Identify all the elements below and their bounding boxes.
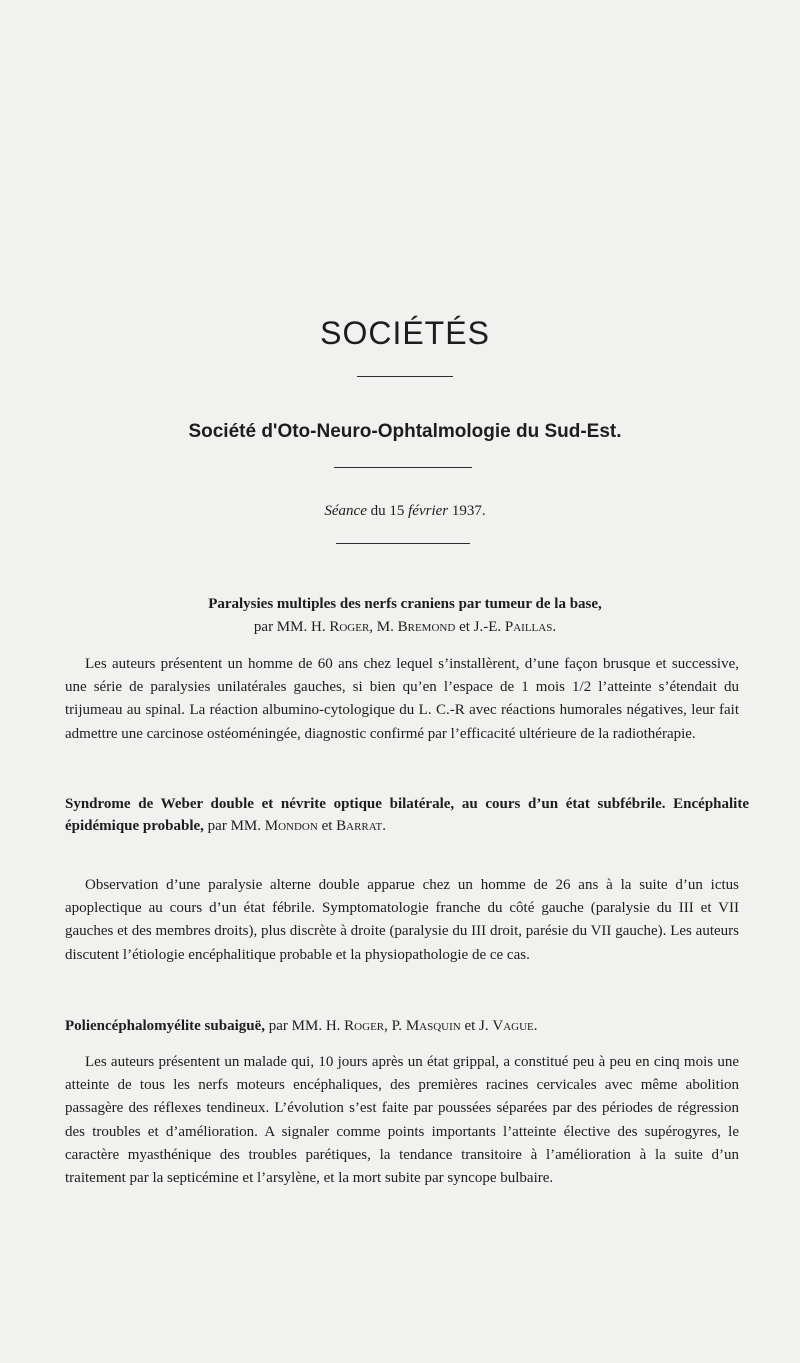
article-1-author-bremond: Bremond — [397, 619, 456, 635]
article-1-body: Les auteurs présentent un homme de 60 ans chez lequel s’installèrent, d’une façon brusque et successive, une série de paralysies unilatérales gauches, si bien qu’en l’espace de 1 mois 1/2 l’atteinte s’étendait du trijumeau au spinal. La réaction albumino-cytologique du L. C.-R avec réactions humorales négatives, leur fait admettre une carcinose ostéoméningée, diagnostic confirmé par l’efficacité ultérieure de la radiothérapie. — [65, 656, 739, 742]
society-rule — [334, 467, 472, 468]
session-date — [0, 500, 800, 522]
article-2-author-mondon: Mondon — [264, 818, 318, 834]
article-3-title: Poliencéphalomyélite subaiguë, — [65, 1018, 265, 1034]
article-3-authors-prefix: par MM. H. — [265, 1018, 345, 1034]
article-3-author-masquin: Masquin — [405, 1018, 461, 1034]
article-3-author-roger: Roger — [344, 1018, 385, 1034]
society-title: Société d'Oto-Neuro-Ophtalmologie du Sud-Est. — [188, 421, 622, 442]
article-3-author2-prefix: , P. — [384, 1018, 406, 1034]
article-1-author2-prefix: , M. — [369, 619, 394, 635]
article-2-authors-suffix: . — [382, 818, 386, 834]
article-1-authors-suffix: . — [552, 619, 557, 635]
session-day: 15 — [389, 503, 405, 519]
article-1-title: Paralysies multiples des nerfs craniens par tumeur de la base, — [208, 596, 602, 612]
article-3-body: Les auteurs présentent un malade qui, 10 jours après un état grippal, a constitué peu à peu en cinq mois une atteinte de tous les nerfs moteurs encéphaliques, des premières racines cervicales avec même abolition passagère des réflexes tendineux. L’évolution s’est faite par poussées séparées par des périodes de régression des troubles et d’amélioration. A signaler comme points importants l’atteinte élective des supérogyres, le caractère myasthénique des troubles parétiques, la tendance transitoire à l’amélioration à la suite d’un traitement par la septicémine et l’arsylène, et la mort subite par syncope bulbaire. — [65, 1054, 739, 1187]
title-rule — [357, 376, 453, 377]
article-3-authors-suffix: . — [533, 1018, 538, 1034]
article-2-author-barrat: Barrat — [336, 818, 383, 834]
article-1-author3-prefix: et J.-E. — [455, 619, 502, 635]
seance-word: Séance — [324, 503, 367, 519]
article-2-authors-prefix: par MM. — [203, 818, 265, 834]
article-1-author-paillas: Paillas — [504, 619, 553, 635]
article-3-heading — [65, 1015, 749, 1037]
article-3-author3-prefix: et J. — [460, 1018, 493, 1034]
du-word: du — [370, 503, 386, 519]
article-2-body: Observation d’une paralysie alterne double apparue chez un homme de 26 ans à la suite d’un ictus apoplectique au cours d’un état fébrile. Symptomatologie franche du côté gauche (paralysie du III et VII gauches et des membres droits), plus discrète à droite (paralysie du III droit, parésie du VII gauche). Les auteurs discutent l’étiologie encéphalitique probable et la physiopathologie de ce cas. — [65, 877, 739, 963]
article-2-heading — [65, 793, 749, 837]
session-month: février — [408, 503, 449, 519]
article-2-title: Syndrome de Weber double et névrite optique bilatérale, au cours d’un état subfébrile. Encéphalite épidémique probable, — [65, 796, 749, 834]
article-2-author2-prefix: et — [317, 818, 337, 834]
article-1-author-roger: Roger — [329, 619, 370, 635]
session-year: 1937. — [451, 503, 486, 519]
section-title: SOCIÉTÉS — [320, 315, 490, 351]
article-1-authors-prefix: par MM. H. — [253, 619, 326, 635]
article-1-authors — [0, 616, 800, 638]
session-rule — [336, 543, 470, 544]
article-3-author-vague: Vague — [492, 1018, 534, 1034]
